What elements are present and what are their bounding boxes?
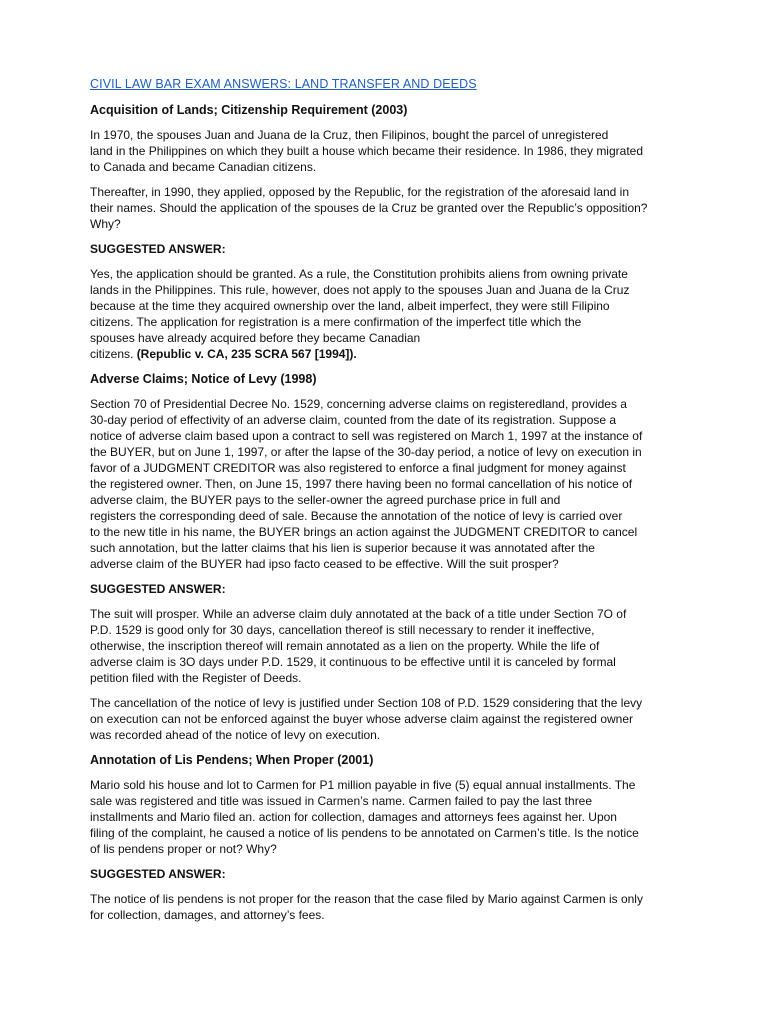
text-line: The cancellation of the notice of levy is justified under Section 108 of P.D. 1529 considering that the levy	[90, 696, 643, 710]
suggested-answer-label: SUGGESTED ANSWER:	[90, 867, 226, 881]
answer-paragraph-1	[90, 266, 680, 362]
section-heading-acquisition: Acquisition of Lands; Citizenship Requirement (2003)	[90, 103, 408, 117]
text-line: to Canada and became Canadian citizens.	[90, 160, 317, 174]
question-paragraph-2	[90, 184, 680, 232]
text-line: lands in the Philippines. This rule, however, does not apply to the spouses Juan and Juana de la Cruz	[90, 283, 630, 297]
document-title[interactable]: CIVIL LAW BAR EXAM ANSWERS: LAND TRANSFER AND DEEDS	[90, 77, 477, 91]
text-line: In 1970, the spouses Juan and Juana de la Cruz, then Filipinos, bought the parcel of unregistered	[90, 128, 609, 142]
text-line: otherwise, the inscription thereof will remain annotated as a lien on the property. While the life of	[90, 639, 600, 653]
text-line: notice of adverse claim based upon a contract to sell was registered on March 1, 1997 at the instance of	[90, 429, 643, 443]
text-line: was recorded ahead of the notice of levy on execution.	[90, 728, 381, 742]
suggested-answer-label: SUGGESTED ANSWER:	[90, 242, 226, 256]
text-line: their names. Should the application of the spouses de la Cruz be granted over the Republic’s opposition?	[90, 201, 648, 215]
text-line: land in the Philippines on which they built a house which became their residence. In 1986, they migrated	[90, 144, 644, 158]
text-line: spouses have already acquired before they became Canadian	[90, 331, 421, 345]
text-line: The suit will prosper. While an adverse claim duly annotated at the back of a title under Section 7O of	[90, 607, 627, 621]
text-line: Why?	[90, 217, 121, 231]
text-line: The notice of lis pendens is not proper for the reason that the case filed by Mario against Carmen is only	[90, 892, 643, 906]
text-line: Yes, the application should be granted. As a rule, the Constitution prohibits aliens from owning private	[90, 267, 628, 281]
text-line: the registered owner. Then, on June 15, 1997 there having been no formal cancellation of his notice of	[90, 477, 633, 491]
text-line: citizens. The application for registration is a mere confirmation of the imperfect title which the	[90, 315, 582, 329]
suggested-answer-label: SUGGESTED ANSWER:	[90, 582, 226, 596]
answer-paragraph-4	[90, 891, 680, 923]
text-line: for collection, damages, and attorney’s fees.	[90, 908, 325, 922]
document-page	[90, 76, 680, 932]
text-line: sale was registered and title was issued in Carmen’s name. Carmen failed to pay the last three	[90, 794, 593, 808]
text-line: because at the time they acquired ownership over the land, albeit imperfect, they were still Filipino	[90, 299, 610, 313]
text-line: Mario sold his house and lot to Carmen for P1 million payable in five (5) equal annual installments. The	[90, 778, 636, 792]
answer-paragraph-3	[90, 695, 680, 743]
text-line: Section 70 of Presidential Decree No. 1529, concerning adverse claims on registeredland, provides a	[90, 397, 627, 411]
text-line: favor of a JUDGMENT CREDITOR was also registered to enforce a final judgment for money against	[90, 461, 626, 475]
text-line: 30-day period of effectivity of an adverse claim, counted from the date of its registration. Suppose a	[90, 413, 617, 427]
text-line: installments and Mario filed an. action for collection, damages and attorneys fees against her. Upon	[90, 810, 617, 824]
text-line: adverse claim is 3O days under P.D. 1529, it continuous to be effective until it is canceled by formal	[90, 655, 616, 669]
answer-paragraph-2	[90, 606, 680, 686]
question-paragraph-1	[90, 127, 680, 175]
case-citation: (Republic v. CA, 235 SCRA 567 [1994]).	[136, 347, 357, 361]
text-line: such annotation, but the latter claims that his lien is superior because it was annotated after the	[90, 541, 595, 555]
answer-text: citizens.	[90, 347, 137, 361]
text-line: to the new title in his name, the BUYER brings an action against the JUDGMENT CREDITOR to cancel	[90, 525, 638, 539]
text-line: adverse claim, the BUYER pays to the seller-owner the agreed purchase price in full and	[90, 493, 561, 507]
text-line: of lis pendens proper or not? Why?	[90, 842, 277, 856]
text-line: filing of the complaint, he caused a notice of lis pendens to be annotated on Carmen’s title. Is the notice	[90, 826, 639, 840]
question-paragraph-4	[90, 777, 680, 857]
text-line: on execution can not be enforced against the buyer whose adverse claim against the registered owner	[90, 712, 633, 726]
text-line: adverse claim of the BUYER had ipso facto ceased to be effective. Will the suit prosper?	[90, 557, 559, 571]
section-heading-lis-pendens: Annotation of Lis Pendens; When Proper (2001)	[90, 753, 374, 767]
text-line: Thereafter, in 1990, they applied, opposed by the Republic, for the registration of the aforesaid land in	[90, 185, 630, 199]
section-heading-adverse-claims: Adverse Claims; Notice of Levy (1998)	[90, 372, 317, 386]
text-line: P.D. 1529 is good only for 30 days, cancellation thereof is still necessary to render it ineffective,	[90, 623, 595, 637]
text-line: registers the corresponding deed of sale. Because the annotation of the notice of levy is carried over	[90, 509, 623, 523]
text-line: the BUYER, but on June 1, 1997, or after the lapse of the 30-day period, a notice of levy on execution in	[90, 445, 642, 459]
text-line	[90, 346, 680, 362]
question-paragraph-3	[90, 396, 680, 572]
text-line: petition filed with the Register of Deeds.	[90, 671, 302, 685]
